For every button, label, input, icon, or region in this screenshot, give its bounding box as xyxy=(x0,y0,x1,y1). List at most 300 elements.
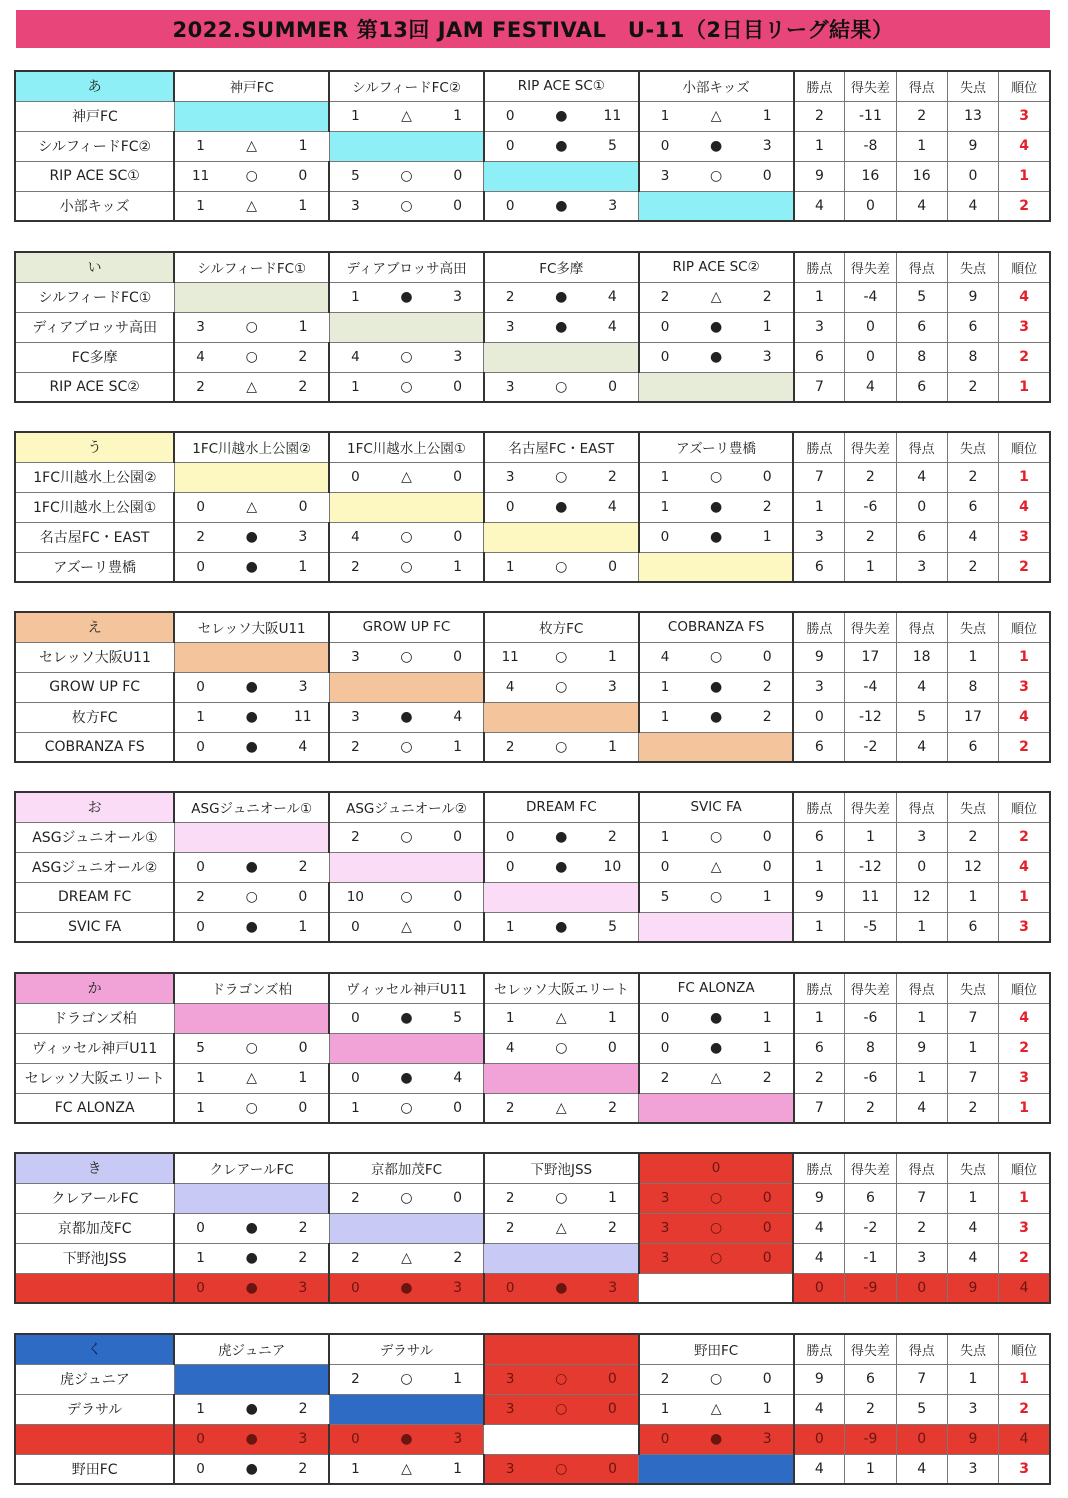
score-for: 2 xyxy=(174,522,226,552)
team-row xyxy=(15,732,1050,762)
score-for: 0 xyxy=(329,1424,381,1454)
stat-header: 得点 xyxy=(896,432,947,462)
score-against: 3 xyxy=(278,522,330,552)
team-row xyxy=(15,1093,1050,1123)
column-team-name: セレッソ大阪エリート xyxy=(484,973,639,1003)
stat-header: 順位 xyxy=(999,612,1050,642)
score-against: 2 xyxy=(742,492,794,522)
self-match-cell xyxy=(381,852,433,882)
score-for: 1 xyxy=(639,462,691,492)
self-match-cell xyxy=(742,1093,794,1123)
row-team-name xyxy=(15,1424,174,1454)
team-row xyxy=(15,882,1050,912)
team-row xyxy=(15,912,1050,942)
self-match-cell xyxy=(226,642,278,672)
score-against: 1 xyxy=(432,552,484,582)
score-for: 0 xyxy=(174,732,226,762)
result-mark: ● xyxy=(535,852,587,882)
goals-for: 4 xyxy=(896,1093,947,1123)
goal-difference: 2 xyxy=(845,1394,896,1424)
header-row xyxy=(15,1153,1050,1183)
rank: 1 xyxy=(999,882,1050,912)
score-for: 1 xyxy=(639,492,691,522)
team-row xyxy=(15,462,1050,492)
result-mark: ● xyxy=(690,131,742,161)
points: 2 xyxy=(794,101,845,131)
points: 6 xyxy=(794,342,845,372)
score-for: 1 xyxy=(174,702,226,732)
score-against: 3 xyxy=(587,672,639,702)
row-team-name: 神戸FC xyxy=(15,101,174,131)
result-mark: △ xyxy=(226,191,278,221)
score-against: 4 xyxy=(432,702,484,732)
goals-for: 12 xyxy=(896,882,947,912)
goals-against: 1 xyxy=(947,1033,998,1063)
result-mark: ○ xyxy=(226,1033,278,1063)
score-against: 0 xyxy=(587,1454,639,1484)
column-team-name xyxy=(484,1334,639,1364)
result-mark: ○ xyxy=(535,1394,587,1424)
result-mark: ○ xyxy=(690,642,742,672)
rank: 1 xyxy=(999,462,1050,492)
result-mark: ● xyxy=(226,852,278,882)
goal-difference: 0 xyxy=(845,312,896,342)
goals-against: 1 xyxy=(947,882,998,912)
score-against: 0 xyxy=(432,912,484,942)
stat-header: 得点 xyxy=(896,1334,947,1364)
team-row xyxy=(15,1033,1050,1063)
self-match-cell xyxy=(226,1003,278,1033)
score-for: 2 xyxy=(639,1364,691,1394)
result-mark: ● xyxy=(226,702,278,732)
column-team-name: クレアールFC xyxy=(174,1153,329,1183)
stat-header: 勝点 xyxy=(793,612,844,642)
goal-difference: -2 xyxy=(845,1213,896,1243)
result-mark: ○ xyxy=(536,1183,588,1213)
team-row xyxy=(15,191,1050,221)
score-against: 1 xyxy=(432,101,484,131)
score-for: 1 xyxy=(329,1454,381,1484)
points: 3 xyxy=(793,672,844,702)
points: 4 xyxy=(793,1243,844,1273)
points: 9 xyxy=(794,161,845,191)
goal-difference: -6 xyxy=(845,1003,896,1033)
result-mark: ○ xyxy=(381,642,433,672)
points: 6 xyxy=(793,822,844,852)
row-team-name: GROW UP FC xyxy=(15,672,174,702)
points: 6 xyxy=(793,732,844,762)
row-team-name: 野田FC xyxy=(15,1454,174,1484)
column-team-name: ドラゴンズ柏 xyxy=(174,973,329,1003)
self-match-cell xyxy=(535,1424,587,1454)
column-team-name: 虎ジュニア xyxy=(174,1334,329,1364)
goals-for: 9 xyxy=(896,1033,947,1063)
score-against: 2 xyxy=(587,822,639,852)
self-match-cell xyxy=(690,552,742,582)
rank: 4 xyxy=(999,131,1050,161)
score-against: 0 xyxy=(742,161,794,191)
result-mark: ○ xyxy=(226,161,278,191)
result-mark: ● xyxy=(535,282,587,312)
result-mark: △ xyxy=(690,1063,742,1093)
result-mark: ○ xyxy=(535,672,587,702)
result-mark: ● xyxy=(690,1033,742,1063)
self-match-cell xyxy=(639,732,691,762)
league-table xyxy=(14,1152,1051,1304)
self-match-cell xyxy=(484,161,536,191)
goal-difference: -2 xyxy=(845,732,896,762)
team-row xyxy=(15,852,1050,882)
score-for: 0 xyxy=(174,492,226,522)
league-table xyxy=(14,1333,1051,1485)
points: 7 xyxy=(793,462,844,492)
rank: 4 xyxy=(999,702,1050,732)
self-match-cell xyxy=(277,822,329,852)
goals-against: 13 xyxy=(947,101,998,131)
score-against: 2 xyxy=(277,1243,329,1273)
points: 3 xyxy=(794,312,845,342)
points: 2 xyxy=(794,1063,845,1093)
self-match-cell xyxy=(226,1183,278,1213)
row-team-name: DREAM FC xyxy=(15,882,174,912)
stat-header: 順位 xyxy=(999,973,1050,1003)
result-mark: ● xyxy=(690,702,742,732)
self-match-cell xyxy=(587,1063,639,1093)
score-against: 5 xyxy=(432,1003,484,1033)
score-for: 11 xyxy=(484,642,536,672)
self-match-cell xyxy=(329,1394,381,1424)
score-against: 1 xyxy=(278,552,330,582)
score-against: 1 xyxy=(277,1063,329,1093)
self-match-cell xyxy=(174,1183,226,1213)
team-row xyxy=(15,101,1050,131)
score-for: 3 xyxy=(484,312,536,342)
score-for: 3 xyxy=(329,642,381,672)
result-mark: ● xyxy=(536,1273,588,1303)
rank: 2 xyxy=(999,1033,1050,1063)
stat-header: 得失差 xyxy=(845,252,896,282)
self-match-cell xyxy=(329,852,381,882)
row-team-name: 名古屋FC・EAST xyxy=(15,522,174,552)
group-label: か xyxy=(15,973,174,1003)
result-mark: ● xyxy=(535,912,587,942)
score-for: 0 xyxy=(639,342,691,372)
score-for: 4 xyxy=(174,342,226,372)
stat-header: 勝点 xyxy=(794,252,845,282)
result-mark: △ xyxy=(536,1213,588,1243)
points: 0 xyxy=(793,1273,844,1303)
rank: 3 xyxy=(999,1063,1050,1093)
result-mark: ● xyxy=(536,131,588,161)
column-team-name: 1FC川越水上公園② xyxy=(174,432,329,462)
score-for: 2 xyxy=(484,1213,536,1243)
self-match-cell xyxy=(432,672,484,702)
stat-header: 勝点 xyxy=(793,792,844,822)
rank: 1 xyxy=(999,1183,1050,1213)
score-for: 3 xyxy=(639,1183,691,1213)
stat-header: 勝点 xyxy=(794,973,845,1003)
rank: 4 xyxy=(999,1003,1050,1033)
self-match-cell xyxy=(484,1243,536,1273)
points: 1 xyxy=(794,131,845,161)
score-for: 1 xyxy=(329,282,381,312)
rank: 2 xyxy=(999,1243,1050,1273)
score-against: 0 xyxy=(432,372,484,402)
score-for: 3 xyxy=(329,702,381,732)
column-team-name: RIP ACE SC② xyxy=(639,252,794,282)
stat-header: 順位 xyxy=(999,432,1050,462)
team-row xyxy=(15,1394,1050,1424)
score-against: 11 xyxy=(277,702,329,732)
stat-header: 失点 xyxy=(947,792,998,822)
self-match-cell xyxy=(484,342,536,372)
result-mark: △ xyxy=(690,852,742,882)
result-mark: ● xyxy=(226,1454,278,1484)
goals-against: 1 xyxy=(947,1183,998,1213)
team-row xyxy=(15,372,1050,402)
score-against: 3 xyxy=(742,1424,794,1454)
score-against: 2 xyxy=(587,462,639,492)
column-team-name: シルフィードFC② xyxy=(329,71,484,101)
score-against: 2 xyxy=(742,702,794,732)
column-team-name: 野田FC xyxy=(639,1334,794,1364)
self-match-cell xyxy=(639,552,691,582)
self-match-cell xyxy=(432,312,484,342)
goals-against: 4 xyxy=(947,1213,998,1243)
self-match-cell xyxy=(277,1183,329,1213)
score-for: 4 xyxy=(329,342,381,372)
score-against: 0 xyxy=(742,642,794,672)
stat-header: 勝点 xyxy=(794,71,845,101)
result-mark: ○ xyxy=(381,1183,433,1213)
goal-difference: 6 xyxy=(845,1183,896,1213)
goals-for: 5 xyxy=(896,1394,947,1424)
header-row xyxy=(15,973,1050,1003)
self-match-cell xyxy=(639,912,691,942)
result-mark: ○ xyxy=(535,372,587,402)
column-team-name: DREAM FC xyxy=(484,792,639,822)
score-against: 1 xyxy=(742,522,794,552)
stat-header: 失点 xyxy=(947,1334,998,1364)
result-mark: ● xyxy=(690,342,742,372)
result-mark: ● xyxy=(226,672,278,702)
goals-against: 1 xyxy=(947,642,998,672)
result-mark: ● xyxy=(535,312,587,342)
goals-against: 0 xyxy=(947,161,998,191)
result-mark: ● xyxy=(381,702,433,732)
score-against: 4 xyxy=(587,282,639,312)
score-for: 3 xyxy=(639,1243,691,1273)
goals-against: 6 xyxy=(947,312,998,342)
self-match-cell xyxy=(174,822,226,852)
row-team-name: 1FC川越水上公園① xyxy=(15,492,174,522)
goals-against: 1 xyxy=(947,1364,998,1394)
result-mark: ● xyxy=(381,1063,433,1093)
score-against: 3 xyxy=(432,1273,484,1303)
score-against: 2 xyxy=(277,1213,329,1243)
column-team-name: COBRANZA FS xyxy=(639,612,794,642)
score-against: 5 xyxy=(587,131,639,161)
column-team-name: RIP ACE SC① xyxy=(484,71,639,101)
result-mark: △ xyxy=(381,1454,433,1484)
score-against: 0 xyxy=(432,642,484,672)
score-for: 0 xyxy=(484,492,536,522)
score-against: 4 xyxy=(432,1063,484,1093)
column-team-name: 下野池JSS xyxy=(484,1153,639,1183)
result-mark: ○ xyxy=(381,1093,433,1123)
score-for: 0 xyxy=(639,852,691,882)
team-row xyxy=(15,1183,1050,1213)
score-against: 0 xyxy=(432,882,484,912)
self-match-cell xyxy=(587,1424,639,1454)
score-for: 0 xyxy=(329,462,381,492)
team-row xyxy=(15,672,1050,702)
goal-difference: -12 xyxy=(845,702,896,732)
score-for: 5 xyxy=(639,882,691,912)
result-mark: ○ xyxy=(381,882,433,912)
points: 1 xyxy=(794,282,845,312)
row-team-name xyxy=(15,1273,174,1303)
score-for: 3 xyxy=(639,161,691,191)
score-for: 2 xyxy=(484,732,536,762)
result-mark: ○ xyxy=(690,822,742,852)
stat-header: 得失差 xyxy=(845,1334,896,1364)
column-team-name: デラサル xyxy=(329,1334,484,1364)
result-mark: ● xyxy=(690,1424,742,1454)
goals-for: 5 xyxy=(896,702,947,732)
score-against: 0 xyxy=(742,1183,794,1213)
goals-for: 6 xyxy=(896,312,947,342)
column-team-name: 名古屋FC・EAST xyxy=(484,432,639,462)
score-for: 3 xyxy=(484,1394,536,1424)
self-match-cell xyxy=(432,131,484,161)
score-against: 0 xyxy=(277,882,329,912)
group-label: い xyxy=(15,252,174,282)
goals-for: 4 xyxy=(896,672,947,702)
points: 0 xyxy=(794,1424,845,1454)
rank: 1 xyxy=(999,161,1050,191)
goal-difference: 16 xyxy=(845,161,896,191)
score-for: 1 xyxy=(174,131,226,161)
goals-for: 4 xyxy=(896,1454,947,1484)
row-team-name: 枚方FC xyxy=(15,702,174,732)
points: 4 xyxy=(794,191,845,221)
goal-difference: -4 xyxy=(845,282,896,312)
score-for: 11 xyxy=(174,161,226,191)
score-for: 1 xyxy=(174,1394,226,1424)
self-match-cell xyxy=(226,822,278,852)
rank: 4 xyxy=(999,852,1050,882)
score-for: 2 xyxy=(329,1183,381,1213)
score-for: 1 xyxy=(639,702,691,732)
score-for: 0 xyxy=(329,1003,381,1033)
team-row xyxy=(15,1003,1050,1033)
goals-for: 0 xyxy=(896,852,947,882)
goals-against: 7 xyxy=(947,1003,998,1033)
self-match-cell xyxy=(226,1364,278,1394)
goals-against: 8 xyxy=(947,342,998,372)
rank: 2 xyxy=(999,342,1050,372)
score-for: 0 xyxy=(329,912,381,942)
column-team-name: FC ALONZA xyxy=(639,973,794,1003)
result-mark: ○ xyxy=(381,191,433,221)
score-against: 0 xyxy=(742,852,794,882)
score-for: 1 xyxy=(174,191,226,221)
self-match-cell xyxy=(536,1243,588,1273)
self-match-cell xyxy=(226,462,278,492)
score-against: 1 xyxy=(742,101,794,131)
stat-header: 順位 xyxy=(999,252,1050,282)
result-mark: ○ xyxy=(690,161,742,191)
rank: 1 xyxy=(999,372,1050,402)
score-against: 3 xyxy=(432,282,484,312)
team-row xyxy=(15,552,1050,582)
score-against: 2 xyxy=(277,852,329,882)
score-for: 1 xyxy=(329,101,381,131)
goal-difference: 0 xyxy=(845,342,896,372)
rank: 2 xyxy=(999,1394,1050,1424)
row-team-name: シルフィードFC② xyxy=(15,131,174,161)
self-match-cell xyxy=(226,282,278,312)
result-mark: ○ xyxy=(690,882,742,912)
self-match-cell xyxy=(484,702,536,732)
points: 0 xyxy=(793,702,844,732)
self-match-cell xyxy=(690,191,742,221)
result-mark: ○ xyxy=(690,1213,742,1243)
score-for: 0 xyxy=(484,1273,536,1303)
header-row xyxy=(15,432,1050,462)
column-team-name: 神戸FC xyxy=(174,71,329,101)
score-against: 0 xyxy=(587,1394,639,1424)
result-mark: ● xyxy=(690,672,742,702)
score-for: 2 xyxy=(329,1243,381,1273)
score-against: 1 xyxy=(587,732,639,762)
team-row xyxy=(15,1364,1050,1394)
goals-for: 7 xyxy=(896,1364,947,1394)
result-mark: ○ xyxy=(226,342,278,372)
points: 1 xyxy=(793,912,844,942)
self-match-cell xyxy=(587,702,639,732)
score-against: 3 xyxy=(587,1273,639,1303)
score-against: 0 xyxy=(278,492,330,522)
self-match-cell xyxy=(277,282,329,312)
group-label: お xyxy=(15,792,174,822)
points: 1 xyxy=(793,492,844,522)
team-row xyxy=(15,1454,1050,1484)
self-match-cell xyxy=(432,1033,484,1063)
score-against: 2 xyxy=(277,1454,329,1484)
score-against: 0 xyxy=(742,1243,794,1273)
result-mark: △ xyxy=(690,1394,742,1424)
rank: 3 xyxy=(999,1454,1050,1484)
score-for: 1 xyxy=(639,101,691,131)
self-match-cell xyxy=(690,1273,742,1303)
self-match-cell xyxy=(381,492,433,522)
score-for: 0 xyxy=(639,522,691,552)
column-team-name: 0 xyxy=(639,1153,794,1183)
score-against: 4 xyxy=(277,732,329,762)
points: 9 xyxy=(793,642,844,672)
result-mark: ○ xyxy=(690,1243,742,1273)
team-row xyxy=(15,822,1050,852)
goals-against: 9 xyxy=(947,282,998,312)
result-mark: ○ xyxy=(381,522,433,552)
goal-difference: 6 xyxy=(845,1364,896,1394)
points: 6 xyxy=(793,552,844,582)
score-for: 0 xyxy=(639,1003,691,1033)
score-against: 4 xyxy=(587,312,639,342)
self-match-cell xyxy=(742,372,794,402)
